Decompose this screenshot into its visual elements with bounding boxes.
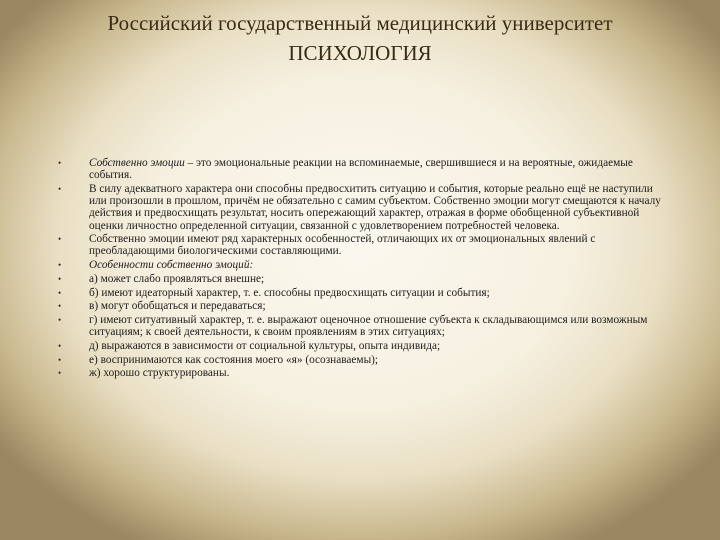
bullet-icon: • — [58, 183, 62, 194]
list-item — [56, 367, 668, 379]
title-university: Российский государственный медицинский университет — [107, 11, 613, 35]
item-text: в) могут обобщаться и передаваться; — [89, 300, 266, 313]
bullet-icon: • — [58, 301, 62, 312]
item-text: е) воспринимаются как состояния моего «я» (осознаваемы); — [89, 353, 379, 366]
item-text: В силу адекватного характера они способны предвосхитить ситуацию и события, которые реально ещё не наступили или произошли в прошлом, причём не обязательно с самим субъектом. Собственно эмоции могут смещаются к началу действия и предвосхищать результат, носить опережающий характер, отражая в форме обобщенной субъективной оценки личностно определенной ситуации, связанной с удовлетворением потребностей человека. — [89, 182, 661, 232]
slide-title — [40, 8, 680, 68]
item-text: б) имеют идеаторный характер, т. е. способны предвосхищать ситуации и события; — [89, 286, 490, 299]
item-text: ж) хорошо структурированы. — [89, 367, 230, 380]
list-item — [56, 183, 668, 232]
bullet-icon: • — [58, 273, 62, 284]
bullet-icon: • — [58, 234, 62, 245]
title-subject: ПСИХОЛОГИЯ — [288, 41, 432, 65]
list-item — [56, 340, 668, 352]
list-item — [56, 259, 668, 271]
item-text: г) имеют ситуативный характер, т. е. выражают оценочное отношение субъекта к складывающимся или возможным ситуациям; к своей деятельности, к своим проявлениям в этих ситуациях; — [89, 313, 648, 339]
item-text: д) выражаются в зависимости от социальной культуры, опыта индивида; — [89, 339, 441, 352]
list-item — [56, 233, 668, 257]
list-item — [56, 273, 668, 285]
list-item — [56, 287, 668, 299]
bullet-icon: • — [58, 368, 62, 379]
italic-term: Собственно эмоции — [89, 157, 185, 169]
item-text: Собственно эмоции имеют ряд характерных особенностей, отличающих их от эмоциональных явлений с преобладающими биологическими составляющими. — [89, 233, 596, 258]
bullet-list — [56, 157, 668, 381]
bullet-icon: • — [58, 287, 62, 298]
list-item — [56, 300, 668, 312]
item-text: – это эмоциональные реакции на вспоминаемые, свершившиеся и на вероятные, ожидаемые события. — [89, 157, 633, 182]
list-item — [56, 157, 668, 181]
bullet-icon: • — [58, 340, 62, 351]
bullet-icon: • — [58, 260, 62, 271]
bullet-icon: • — [58, 314, 62, 325]
bullet-icon: • — [58, 158, 62, 168]
bullet-icon: • — [58, 354, 62, 365]
italic-term: Особенности собственно эмоций: — [89, 259, 254, 272]
list-item — [56, 354, 668, 366]
list-item — [56, 314, 668, 338]
item-text: а) может слабо проявляться внешне; — [89, 272, 265, 285]
